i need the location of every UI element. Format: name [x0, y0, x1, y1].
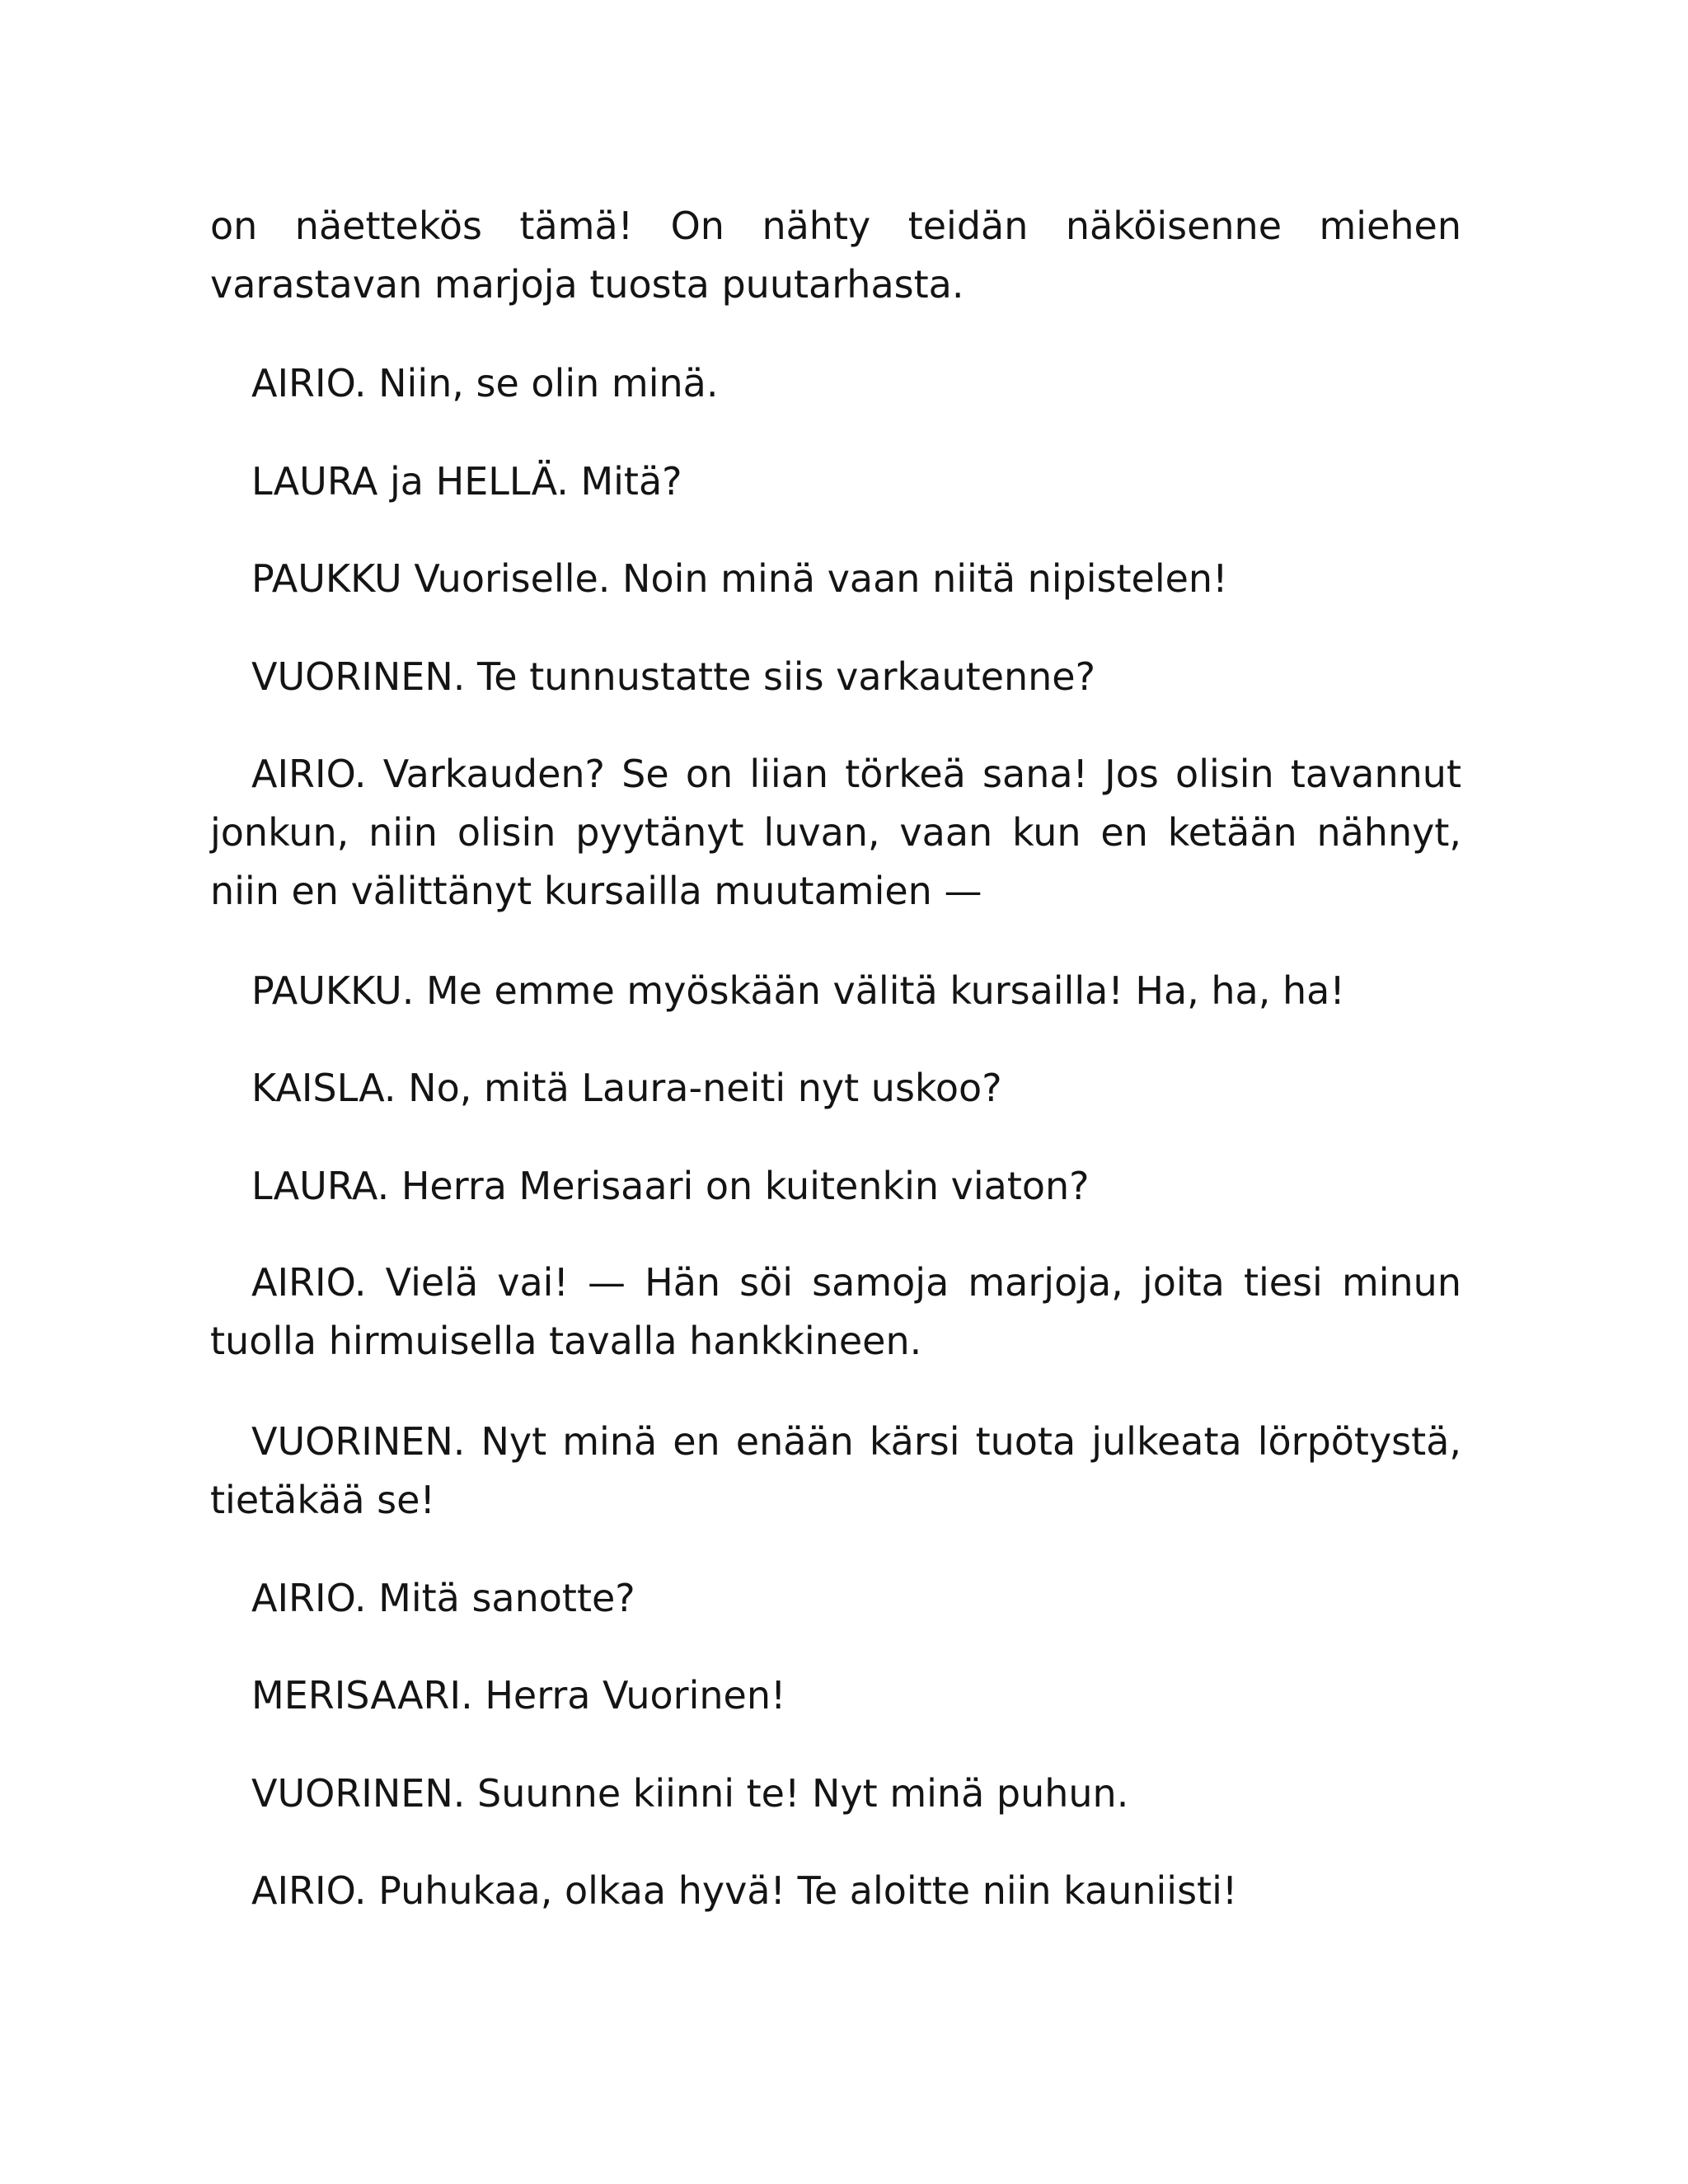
dialogue-line-paukku: PAUKKU Vuoriselle. Noin minä vaan niitä nipistelen! — [251, 556, 1228, 601]
dialogue-line-airio: AIRIO. Mitä sanotte? — [251, 1576, 635, 1620]
dialogue-line-laura-hella: LAURA ja HELLÄ. Mitä? — [251, 459, 682, 504]
continuation-paragraph: on näettekös tämä! On nähty teidän näköisenne miehen varastavan marjoja tuosta puutarhasta. — [210, 204, 1461, 307]
dialogue-line-airio: AIRIO. Varkauden? Se on liian törkeä sana! Jos olisin tavannut jonkun, niin olisin pyytänyt luvan, vaan kun en ketään nähnyt, niin en välittänyt kursailla muutamien — — [210, 752, 1461, 913]
dialogue-line-paukku: PAUKKU. Me emme myöskään välitä kursailla! Ha, ha, ha! — [251, 968, 1345, 1013]
dialogue-line-airio: AIRIO. Niin, se olin minä. — [251, 361, 719, 405]
dialogue-line-airio: AIRIO. Vielä vai! — Hän söi samoja marjoja, joita tiesi minun tuolla hirmuisella tavalla hankkineen. — [210, 1260, 1461, 1363]
dialogue-line-vuorinen: VUORINEN. Nyt minä en enään kärsi tuota julkeata lörpötystä, tietäkää se! — [210, 1419, 1461, 1522]
dialogue-line-airio: AIRIO. Puhukaa, olkaa hyvä! Te aloitte niin kauniisti! — [251, 1868, 1238, 1913]
dialogue-line-kaisla: KAISLA. No, mitä Laura-neiti nyt uskoo? — [251, 1066, 1002, 1110]
dialogue-line-laura: LAURA. Herra Merisaari on kuitenkin viaton? — [251, 1164, 1090, 1208]
dialogue-line-vuorinen: VUORINEN. Te tunnustatte siis varkautenne? — [251, 654, 1096, 699]
dialogue-line-vuorinen: VUORINEN. Suunne kiinni te! Nyt minä puhun. — [251, 1771, 1129, 1816]
dialogue-line-merisaari: MERISAARI. Herra Vuorinen! — [251, 1673, 786, 1718]
